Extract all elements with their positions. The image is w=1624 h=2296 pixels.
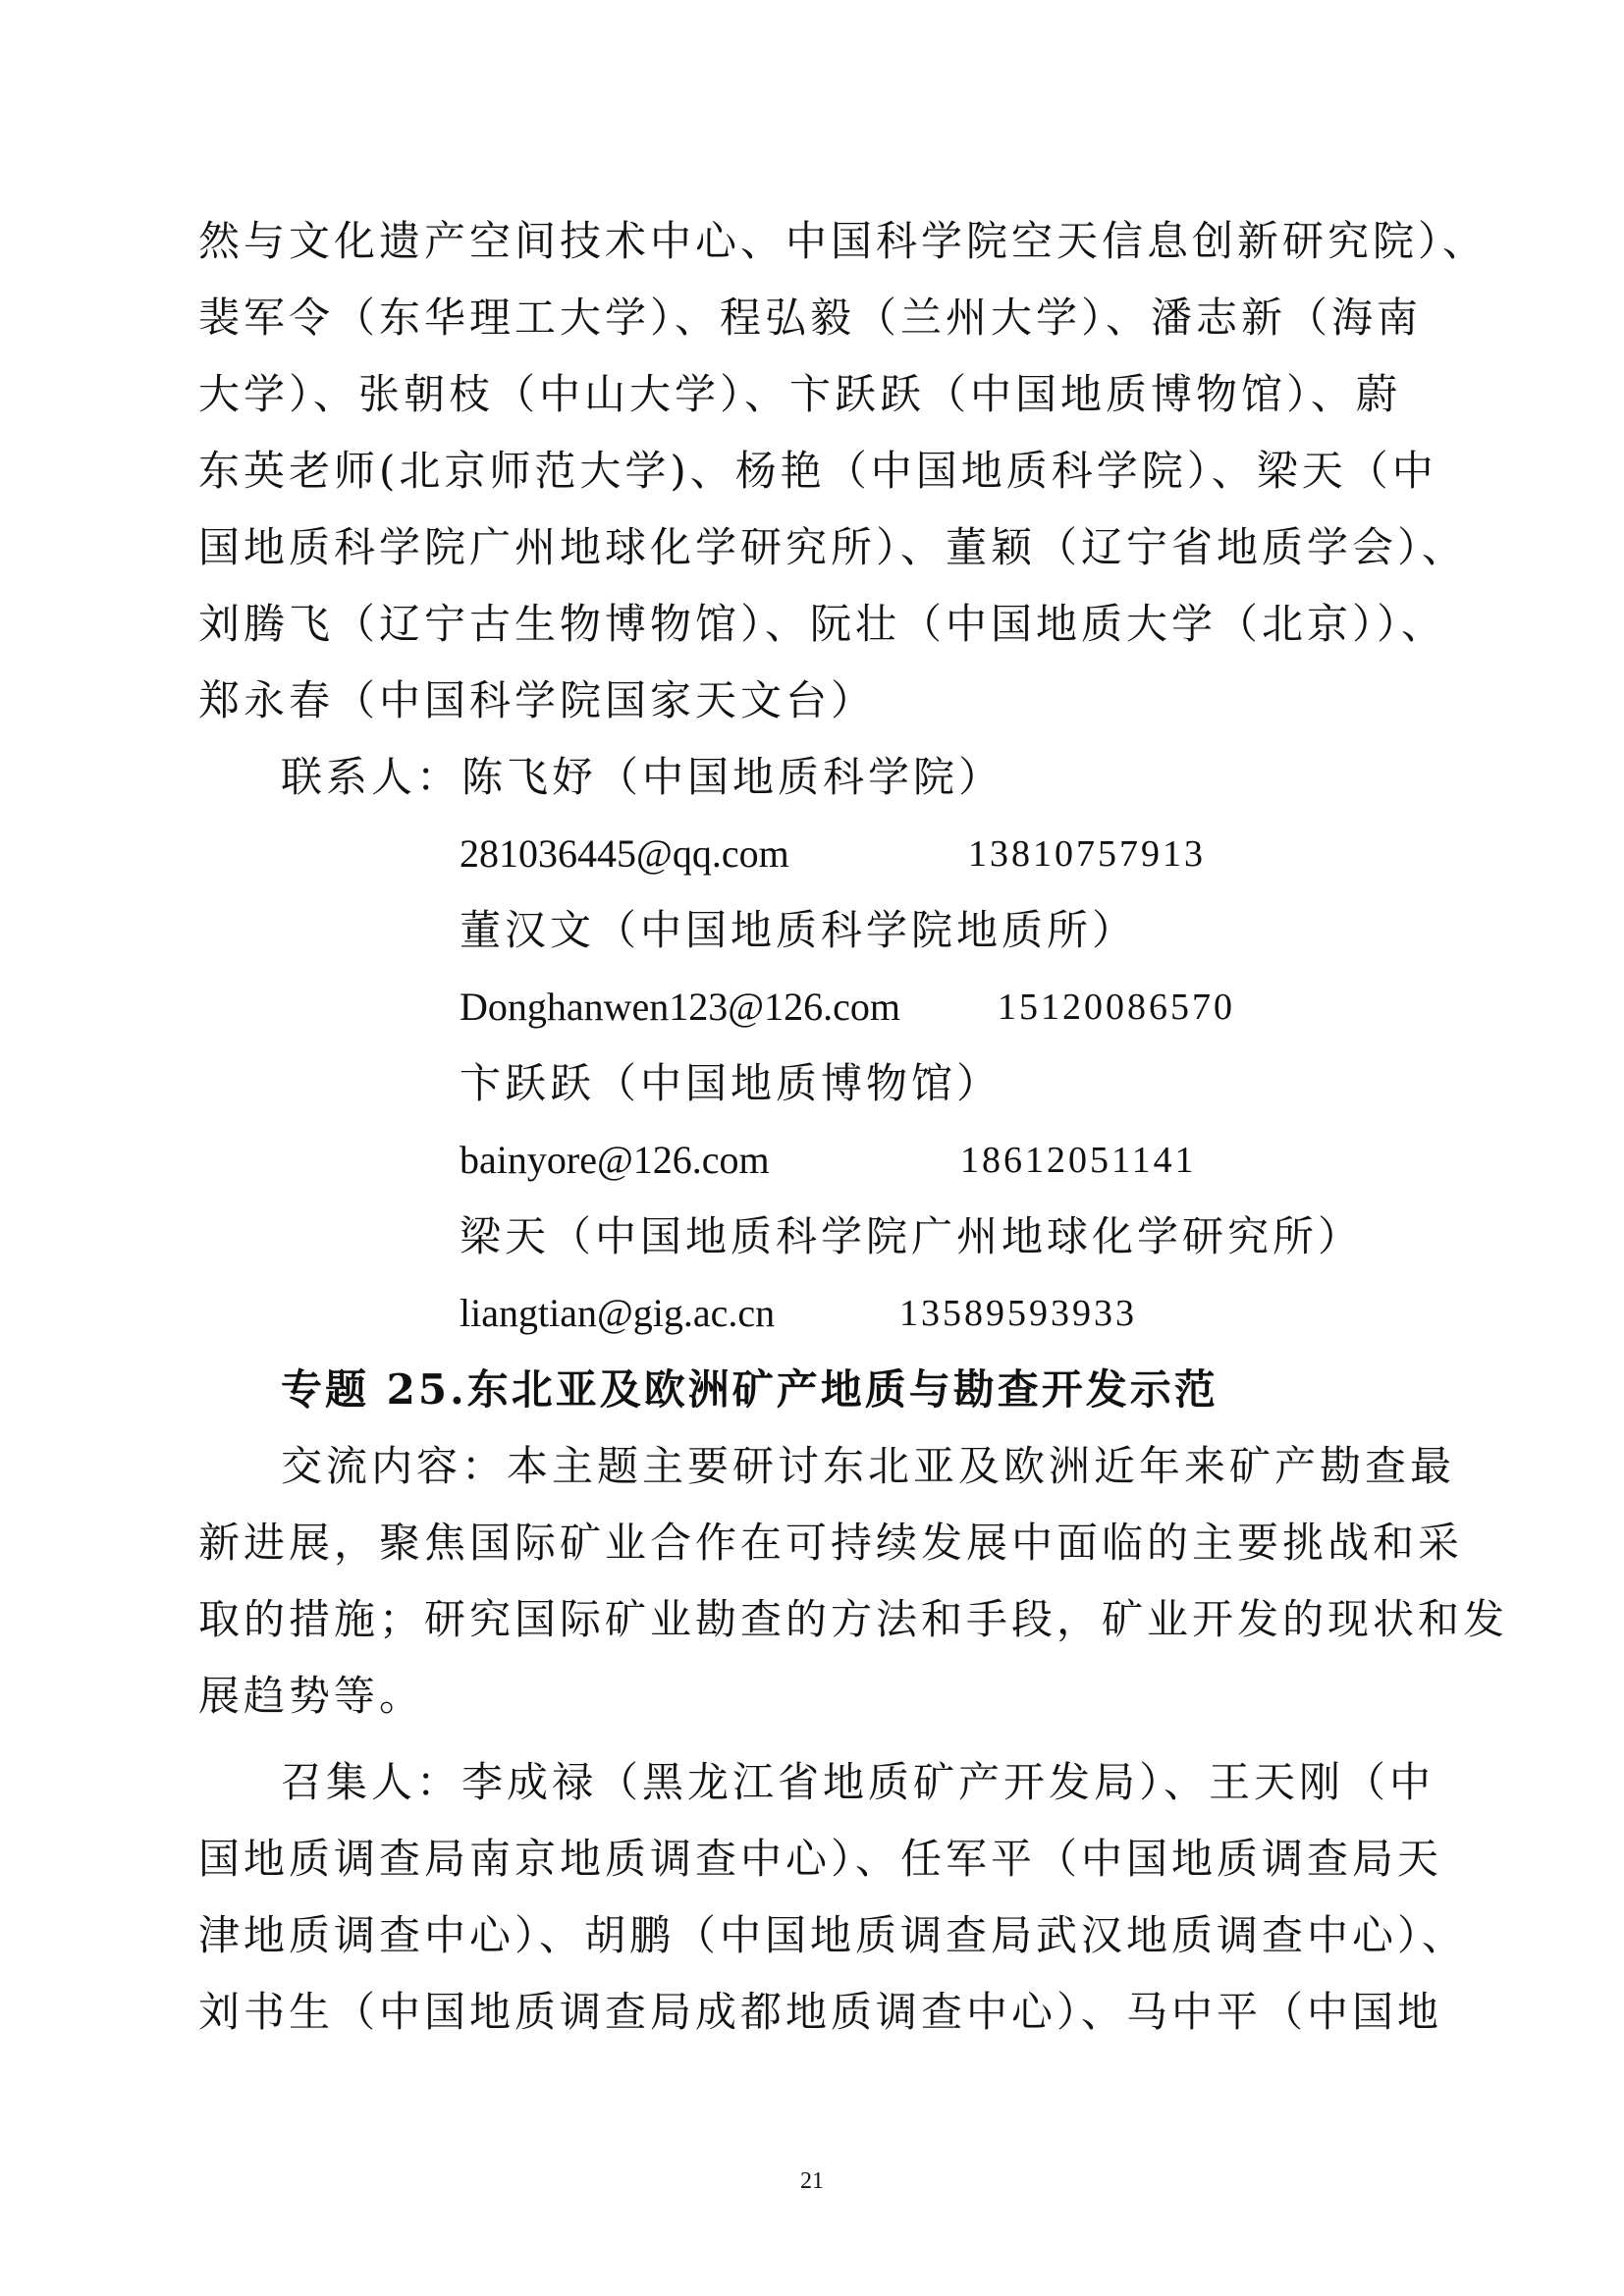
contact-name-4: 梁天（中国地质科学院广州地球化学研究所） — [460, 1212, 1364, 1260]
page-number: 21 — [800, 2168, 824, 2194]
contact-label: 联系人： — [281, 753, 462, 801]
content-line-3: 取的措施；研究国际矿业勘查的方法和手段，矿业开发的现状和发 — [198, 1595, 1509, 1643]
convener-line-1: 召集人：李成禄（黑龙江省地质矿产开发局）、王天刚（中 — [281, 1758, 1435, 1806]
contact-phone-4: 13589593933 — [899, 1293, 1137, 1334]
contact-label-line — [281, 750, 1003, 805]
content-line-2: 新进展，聚焦国际矿业合作在可持续发展中面临的主要挑战和采 — [198, 1519, 1464, 1567]
contact-email-2: Donghanwen123@126.com — [460, 985, 900, 1029]
contact-email-1: 281036445@qq.com — [460, 831, 789, 876]
contact-phone-1: 13810757913 — [968, 833, 1206, 875]
contact-name-3: 卞跃跃（中国地质博物馆） — [460, 1059, 1002, 1107]
contact-phone-3: 18612051141 — [960, 1140, 1197, 1181]
content-line-4: 展趋势等。 — [198, 1672, 425, 1720]
body-line-1: 然与文化遗产空间技术中心、中国科学院空天信息创新研究院）、 — [198, 217, 1489, 265]
contact-name-2: 董汉文（中国地质科学院地质所） — [460, 906, 1138, 954]
body-line-7: 郑永春（中国科学院国家天文台） — [198, 676, 877, 724]
content-line-1: 交流内容：本主题主要研讨东北亚及欧洲近年来矿产勘查最 — [281, 1442, 1456, 1490]
body-line-6: 刘腾飞（辽宁古生物博物馆）、阮壮（中国地质大学（北京））、 — [198, 600, 1447, 648]
contact-name-1: 陈飞妤（中国地质科学院） — [461, 753, 1004, 801]
convener-line-4: 刘书生（中国地质调查局成都地质调查中心）、马中平（中国地 — [198, 1988, 1443, 2036]
contact-phone-2: 15120086570 — [998, 987, 1235, 1028]
body-line-4: 东英老师(北京师范大学)、杨艳（中国地质科学院）、梁天（中 — [198, 447, 1437, 495]
contact-email-3: bainyore@126.com — [460, 1138, 770, 1182]
convener-line-2: 国地质调查局南京地质调查中心）、任军平（中国地质调查局天 — [198, 1835, 1443, 1883]
body-line-3: 大学）、张朝枝（中山大学）、卞跃跃（中国地质博物馆）、蔚 — [198, 370, 1402, 418]
contact-email-4: liangtian@gig.ac.cn — [460, 1291, 776, 1335]
body-line-2: 裴军令（东华理工大学）、程弘毅（兰州大学）、潘志新（海南 — [198, 294, 1423, 342]
topic-heading: 专题 25.东北亚及欧洲矿产地质与勘查开发示范 — [281, 1365, 1218, 1414]
body-line-5: 国地质科学院广州地球化学研究所）、董颖（辽宁省地质学会）、 — [198, 523, 1468, 571]
convener-line-3: 津地质调查中心）、胡鹏（中国地质调查局武汉地质调查中心）、 — [198, 1911, 1468, 1959]
